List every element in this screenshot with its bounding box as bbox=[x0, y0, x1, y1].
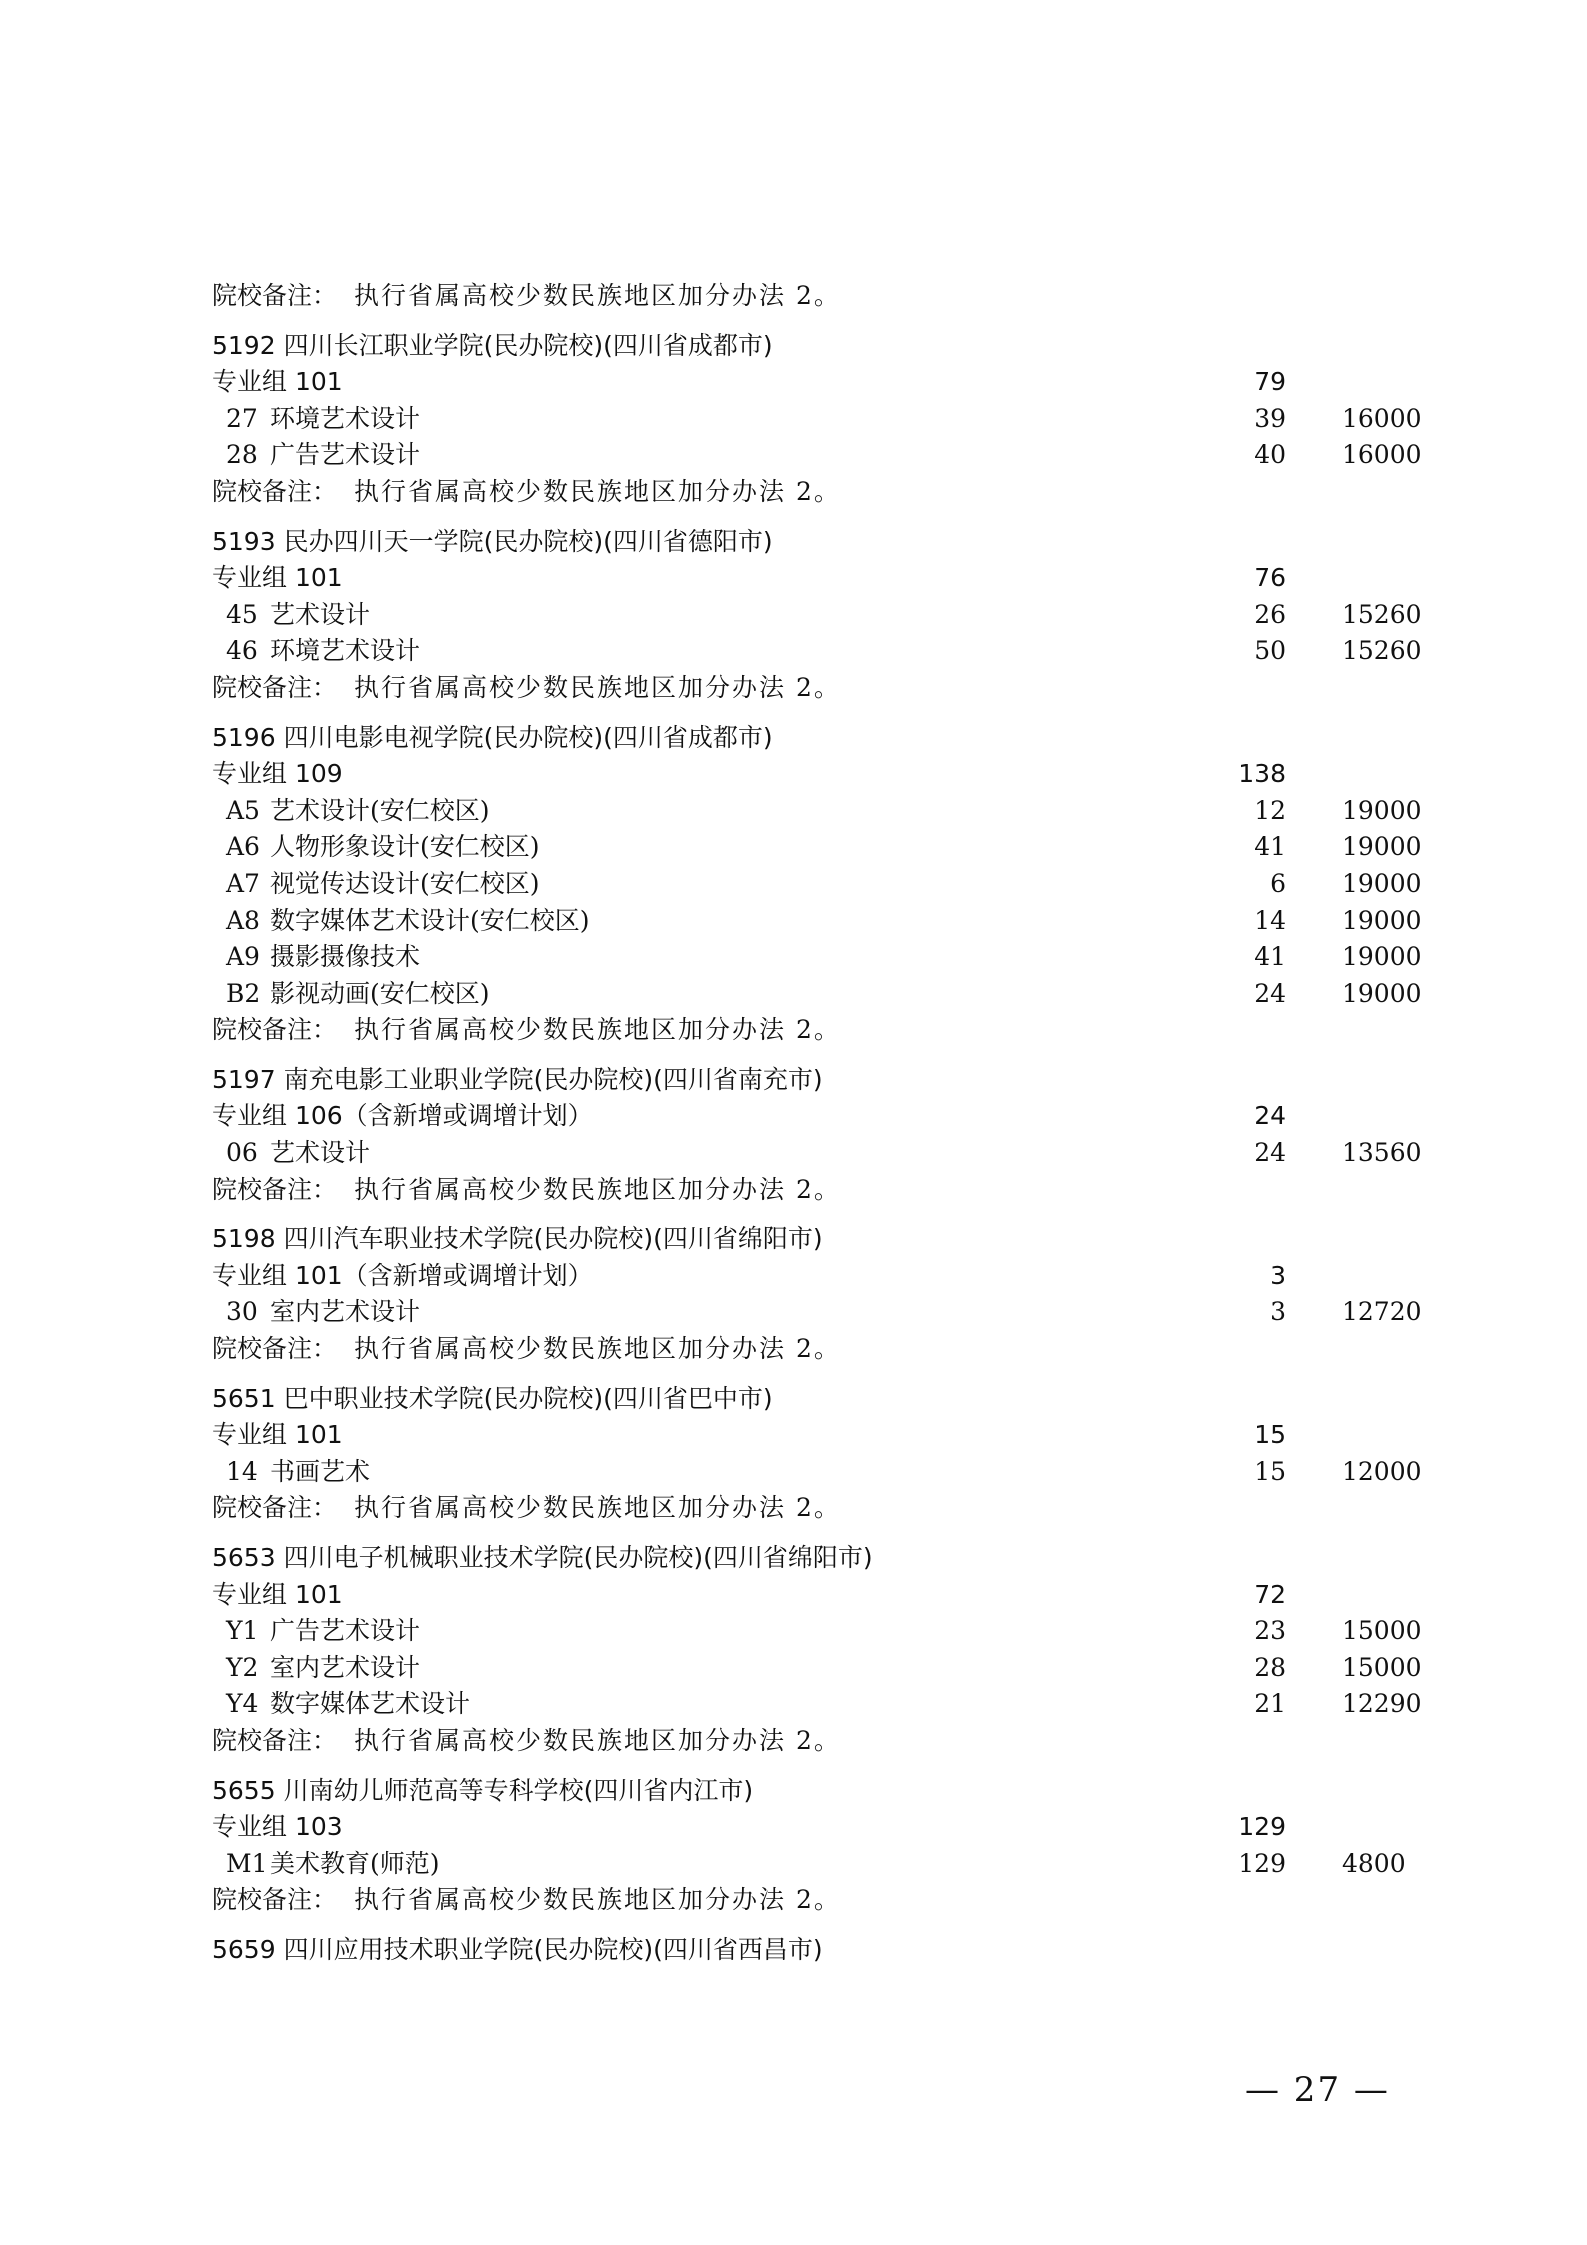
school-title-text: 5651 巴中职业技术学院(民办院校)(四川省巴中市) bbox=[212, 1383, 773, 1413]
note-label: 院校备注： bbox=[212, 1015, 338, 1045]
school-note bbox=[212, 278, 1412, 315]
major-group-count: 129 bbox=[1238, 1812, 1286, 1842]
school-title bbox=[212, 1932, 1412, 1969]
major-row bbox=[212, 1686, 1422, 1723]
school-title-text: 5655 川南幼儿师范高等专科学校(四川省内江市) bbox=[212, 1775, 754, 1805]
major-name: 室内艺术设计 bbox=[270, 1652, 421, 1682]
major-row bbox=[212, 976, 1422, 1013]
school-block bbox=[212, 1062, 1422, 1208]
major-row bbox=[212, 1294, 1422, 1331]
note-text: 执行省属高校少数民族地区加分办法 2。 bbox=[354, 672, 841, 702]
major-tuition: 13560 bbox=[1342, 1138, 1422, 1168]
major-tuition: 15260 bbox=[1342, 599, 1422, 629]
school-note bbox=[212, 1331, 1412, 1368]
major-group-label: 专业组 109 bbox=[212, 759, 343, 789]
page-number: — 27 — bbox=[1245, 2070, 1390, 2110]
major-group-label: 专业组 106（含新增或调增计划） bbox=[212, 1101, 593, 1131]
school-block bbox=[212, 1773, 1412, 1919]
major-group-count: 15 bbox=[1254, 1420, 1286, 1450]
major-group-count: 72 bbox=[1254, 1579, 1286, 1609]
major-code: B2 bbox=[226, 978, 261, 1008]
school-title-text: 5196 四川电影电视学院(民办院校)(四川省成都市) bbox=[212, 722, 773, 752]
school-block bbox=[212, 1221, 1422, 1367]
school-title bbox=[212, 1221, 1412, 1258]
major-code: 28 bbox=[226, 440, 258, 470]
major-group-row bbox=[212, 1098, 1412, 1135]
major-tuition: 19000 bbox=[1342, 978, 1422, 1008]
major-group-count: 3 bbox=[1270, 1260, 1286, 1290]
major-tuition: 15000 bbox=[1342, 1616, 1422, 1646]
note-text: 执行省属高校少数民族地区加分办法 2。 bbox=[354, 1885, 841, 1915]
major-tuition: 16000 bbox=[1342, 403, 1422, 433]
major-plan-count: 3 bbox=[1270, 1297, 1286, 1327]
major-row bbox=[212, 866, 1422, 903]
major-group-count: 79 bbox=[1254, 367, 1286, 397]
school-note bbox=[212, 1012, 1412, 1049]
major-code: A8 bbox=[226, 905, 260, 935]
major-group-row bbox=[212, 1809, 1412, 1846]
major-name: 数字媒体艺术设计(安仁校区) bbox=[270, 905, 590, 935]
major-code: 27 bbox=[226, 403, 258, 433]
major-name: 艺术设计 bbox=[270, 1138, 371, 1168]
school-title bbox=[212, 524, 1412, 561]
major-name: 影视动画(安仁校区) bbox=[270, 978, 490, 1008]
major-group-count: 24 bbox=[1254, 1101, 1286, 1131]
major-name: 广告艺术设计 bbox=[270, 440, 421, 470]
school-note bbox=[212, 1723, 1412, 1760]
major-row bbox=[212, 903, 1422, 940]
school-block bbox=[212, 328, 1422, 511]
school-title-text: 5659 四川应用技术职业学院(民办院校)(四川省西昌市) bbox=[212, 1934, 823, 1964]
major-tuition: 15260 bbox=[1342, 636, 1422, 666]
major-plan-count: 39 bbox=[1254, 403, 1286, 433]
major-group-count: 76 bbox=[1254, 563, 1286, 593]
major-code: A7 bbox=[226, 868, 260, 898]
note-label: 院校备注： bbox=[212, 1885, 338, 1915]
note-label: 院校备注： bbox=[212, 281, 338, 310]
school-title bbox=[212, 1773, 1412, 1810]
school-block bbox=[212, 1381, 1422, 1527]
major-group-count: 138 bbox=[1238, 759, 1286, 789]
major-group-label: 专业组 101（含新增或调增计划） bbox=[212, 1260, 593, 1290]
school-title bbox=[212, 1062, 1412, 1099]
major-plan-count: 41 bbox=[1254, 942, 1286, 972]
school-title-text: 5197 南充电影工业职业学院(民办院校)(四川省南充市) bbox=[212, 1064, 823, 1094]
major-group-label: 专业组 101 bbox=[212, 1579, 343, 1609]
major-plan-count: 50 bbox=[1254, 636, 1286, 666]
major-group-row bbox=[212, 756, 1412, 793]
note-text: 执行省属高校少数民族地区加分办法 2。 bbox=[354, 1725, 841, 1755]
school-block bbox=[212, 720, 1422, 1049]
major-row bbox=[212, 437, 1422, 474]
major-group-row bbox=[212, 1417, 1412, 1454]
major-name: 艺术设计(安仁校区) bbox=[270, 795, 490, 825]
school-title-text: 5653 四川电子机械职业技术学院(民办院校)(四川省绵阳市) bbox=[212, 1543, 873, 1572]
major-name: 人物形象设计(安仁校区) bbox=[270, 832, 540, 862]
major-tuition: 19000 bbox=[1342, 868, 1422, 898]
school-block bbox=[212, 1932, 1412, 1969]
major-row bbox=[212, 401, 1422, 438]
major-group-label: 专业组 101 bbox=[212, 563, 343, 593]
major-row bbox=[212, 1846, 1412, 1883]
major-plan-count: 21 bbox=[1254, 1689, 1286, 1719]
major-tuition: 12720 bbox=[1342, 1297, 1422, 1327]
major-code: Y2 bbox=[226, 1652, 259, 1682]
major-plan-count: 41 bbox=[1254, 832, 1286, 862]
major-code: 45 bbox=[226, 599, 258, 629]
major-plan-count: 24 bbox=[1254, 1138, 1286, 1168]
major-name: 艺术设计 bbox=[270, 599, 371, 629]
major-group-row bbox=[212, 1258, 1412, 1295]
major-group-label: 专业组 101 bbox=[212, 367, 343, 397]
major-tuition: 19000 bbox=[1342, 795, 1422, 825]
major-code: M1 bbox=[226, 1848, 268, 1878]
school-title-text: 5192 四川长江职业学院(民办院校)(四川省成都市) bbox=[212, 330, 773, 360]
major-plan-count: 28 bbox=[1254, 1652, 1286, 1682]
school-title-text: 5193 民办四川天一学院(民办院校)(四川省德阳市) bbox=[212, 526, 773, 556]
major-name: 美术教育(师范) bbox=[270, 1848, 440, 1878]
note-label: 院校备注： bbox=[212, 1725, 338, 1755]
document-body bbox=[212, 278, 1422, 1969]
major-tuition: 4800 bbox=[1342, 1848, 1406, 1878]
major-name: 书画艺术 bbox=[270, 1456, 371, 1486]
school-list bbox=[212, 328, 1422, 1969]
school-note bbox=[212, 1172, 1412, 1209]
major-name: 广告艺术设计 bbox=[270, 1616, 421, 1646]
school-title bbox=[212, 1540, 1412, 1577]
note-text: 执行省属高校少数民族地区加分办法 2。 bbox=[354, 1493, 841, 1523]
school-block bbox=[212, 1540, 1422, 1760]
major-code: A5 bbox=[226, 795, 260, 825]
major-group-row bbox=[212, 560, 1412, 597]
school-title bbox=[212, 720, 1412, 757]
major-code: 06 bbox=[226, 1138, 258, 1168]
note-label: 院校备注： bbox=[212, 1334, 338, 1364]
major-row bbox=[212, 597, 1422, 634]
major-name: 环境艺术设计 bbox=[270, 403, 421, 433]
school-note bbox=[212, 1490, 1412, 1527]
note-label: 院校备注： bbox=[212, 1174, 338, 1204]
major-tuition: 15000 bbox=[1342, 1652, 1422, 1682]
major-tuition: 12290 bbox=[1342, 1689, 1422, 1719]
note-text: 执行省属高校少数民族地区加分办法 2。 bbox=[354, 1015, 841, 1045]
major-plan-count: 40 bbox=[1254, 440, 1286, 470]
note-label: 院校备注： bbox=[212, 476, 338, 506]
major-code: Y1 bbox=[226, 1616, 259, 1646]
note-label: 院校备注： bbox=[212, 672, 338, 702]
major-plan-count: 129 bbox=[1238, 1848, 1286, 1878]
school-note bbox=[212, 474, 1412, 511]
major-group-label: 专业组 103 bbox=[212, 1812, 343, 1842]
major-tuition: 16000 bbox=[1342, 440, 1422, 470]
major-row bbox=[212, 829, 1422, 866]
major-plan-count: 26 bbox=[1254, 599, 1286, 629]
major-code: Y4 bbox=[226, 1689, 259, 1719]
major-name: 视觉传达设计(安仁校区) bbox=[270, 868, 540, 898]
major-code: 30 bbox=[226, 1297, 258, 1327]
major-row bbox=[212, 939, 1422, 976]
major-code: A9 bbox=[226, 942, 260, 972]
school-title bbox=[212, 328, 1412, 365]
major-code: 46 bbox=[226, 636, 258, 666]
note-label: 院校备注： bbox=[212, 1493, 338, 1523]
major-row bbox=[212, 1650, 1422, 1687]
major-name: 室内艺术设计 bbox=[270, 1297, 421, 1327]
major-row bbox=[212, 1454, 1422, 1491]
major-plan-count: 15 bbox=[1254, 1456, 1286, 1486]
major-plan-count: 24 bbox=[1254, 978, 1286, 1008]
major-row bbox=[212, 1135, 1422, 1172]
major-group-row bbox=[212, 1577, 1412, 1614]
major-name: 环境艺术设计 bbox=[270, 636, 421, 666]
major-row bbox=[212, 793, 1422, 830]
note-text: 执行省属高校少数民族地区加分办法 2。 bbox=[354, 476, 841, 506]
note-text: 执行省属高校少数民族地区加分办法 2。 bbox=[354, 1174, 841, 1204]
major-tuition: 12000 bbox=[1342, 1456, 1422, 1486]
major-code: 14 bbox=[226, 1456, 258, 1486]
major-tuition: 19000 bbox=[1342, 942, 1422, 972]
major-plan-count: 12 bbox=[1254, 795, 1286, 825]
school-note bbox=[212, 670, 1412, 707]
school-note bbox=[212, 1882, 1412, 1919]
major-code: A6 bbox=[226, 832, 260, 862]
major-row bbox=[212, 633, 1422, 670]
note-text: 执行省属高校少数民族地区加分办法 2。 bbox=[354, 281, 841, 310]
major-tuition: 19000 bbox=[1342, 905, 1422, 935]
major-row bbox=[212, 1613, 1422, 1650]
major-plan-count: 6 bbox=[1270, 868, 1286, 898]
major-plan-count: 23 bbox=[1254, 1616, 1286, 1646]
major-group-label: 专业组 101 bbox=[212, 1420, 343, 1450]
note-text: 执行省属高校少数民族地区加分办法 2。 bbox=[354, 1334, 841, 1364]
major-tuition: 19000 bbox=[1342, 832, 1422, 862]
school-title bbox=[212, 1381, 1412, 1418]
major-plan-count: 14 bbox=[1254, 905, 1286, 935]
major-group-row bbox=[212, 364, 1412, 401]
school-title-text: 5198 四川汽车职业技术学院(民办院校)(四川省绵阳市) bbox=[212, 1224, 823, 1254]
major-name: 摄影摄像技术 bbox=[270, 942, 421, 972]
school-block bbox=[212, 524, 1422, 707]
major-name: 数字媒体艺术设计 bbox=[270, 1689, 471, 1719]
